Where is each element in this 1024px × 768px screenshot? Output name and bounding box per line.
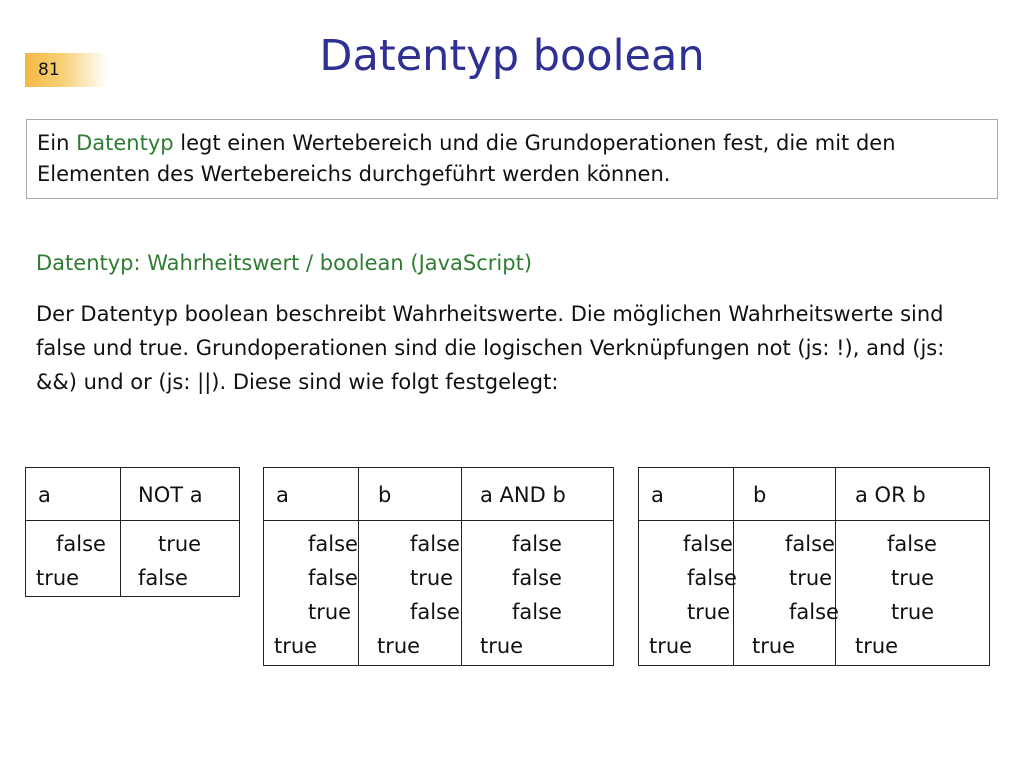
table-cell: false — [410, 600, 460, 624]
table-cell: true — [891, 566, 935, 590]
table-cell: true — [649, 634, 693, 658]
column-divider — [120, 468, 121, 596]
table-cell: false — [785, 532, 835, 556]
definition-prefix: Ein — [37, 131, 77, 155]
table-cell: true — [752, 634, 796, 658]
table-header-a-or-b: a OR b — [855, 483, 926, 507]
page-number: 81 — [25, 53, 107, 87]
table-header-a: a — [276, 483, 289, 507]
table-cell: true — [789, 566, 833, 590]
not-truth-table — [25, 467, 240, 597]
definition-highlight: Datentyp — [76, 131, 174, 155]
table-cell: false — [683, 532, 733, 556]
table-header-b: b — [378, 483, 392, 507]
table-cell: true — [480, 634, 524, 658]
table-cell: true — [687, 600, 731, 624]
definition-rest: legt einen Wertebereich und die Grundoperationen fest, die mit den Elementen des Wertebereichs durchgeführt werden können. — [37, 131, 896, 186]
table-cell: true — [158, 532, 202, 556]
header-divider — [26, 520, 239, 521]
table-cell: false — [308, 532, 358, 556]
table-cell: true — [274, 634, 318, 658]
column-divider — [835, 468, 836, 665]
table-cell: false — [512, 532, 562, 556]
table-cell: false — [138, 566, 188, 590]
slide-title: Datentyp boolean — [319, 31, 705, 81]
table-cell: false — [410, 532, 460, 556]
boolean-description: Der Datentyp boolean beschreibt Wahrheitswerte. Die möglichen Wahrheitswerte sind false und true. Grundoperationen sind die logischen Verknüpfungen not (js: !), and (js: &&) und or (js: ||). Diese sind wie folgt festgelegt: — [36, 302, 945, 394]
boolean-subheading: Datentyp: Wahrheitswert / boolean (JavaScript) — [36, 251, 533, 275]
definition-box — [26, 119, 998, 199]
table-cell: true — [377, 634, 421, 658]
column-divider — [358, 468, 359, 665]
table-header-not-a: NOT a — [138, 483, 203, 507]
table-header-b: b — [753, 483, 767, 507]
or-truth-table — [638, 467, 990, 666]
header-divider — [639, 520, 989, 521]
table-cell: false — [887, 532, 937, 556]
table-cell: false — [308, 566, 358, 590]
table-cell: true — [308, 600, 352, 624]
table-cell: false — [56, 532, 106, 556]
table-cell: true — [855, 634, 899, 658]
table-cell: true — [36, 566, 80, 590]
table-cell: true — [410, 566, 454, 590]
table-cell: false — [687, 566, 737, 590]
header-divider — [264, 520, 613, 521]
table-cell: false — [512, 600, 562, 624]
column-divider — [461, 468, 462, 665]
table-header-a: a — [651, 483, 664, 507]
and-truth-table — [263, 467, 614, 666]
table-cell: true — [891, 600, 935, 624]
table-cell: false — [789, 600, 839, 624]
table-cell: false — [512, 566, 562, 590]
table-header-a-and-b: a AND b — [480, 483, 566, 507]
table-header-a: a — [38, 483, 51, 507]
